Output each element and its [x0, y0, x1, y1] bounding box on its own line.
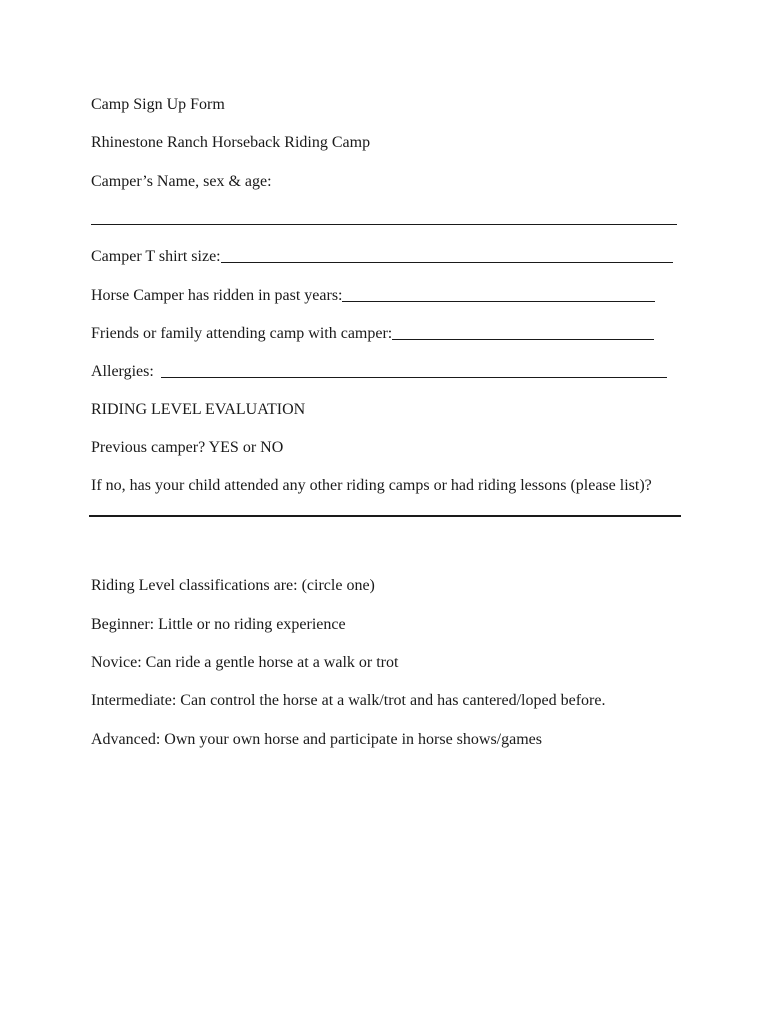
- horse-row: [91, 286, 655, 305]
- campers-name-blank[interactable]: [91, 224, 677, 225]
- levels-intro: Riding Level classifications are: (circle one): [91, 577, 375, 594]
- horse-blank[interactable]: [342, 287, 655, 302]
- allergies-row: [91, 362, 667, 381]
- friends-blank[interactable]: [392, 325, 654, 340]
- tshirt-size-label: Camper T shirt size:: [91, 248, 221, 265]
- tshirt-size-blank[interactable]: [221, 248, 673, 263]
- friends-row: [91, 324, 654, 343]
- campers-name-label: Camper’s Name, sex & age:: [91, 173, 272, 190]
- tshirt-size-row: [91, 247, 673, 266]
- level-intermediate[interactable]: Intermediate: Can control the horse at a walk/trot and has cantered/loped before.: [91, 692, 606, 709]
- allergies-blank[interactable]: [161, 363, 667, 378]
- level-beginner[interactable]: Beginner: Little or no riding experience: [91, 616, 346, 633]
- form-title: Camp Sign Up Form: [91, 96, 225, 113]
- other-camps-question: If no, has your child attended any other riding camps or had riding lessons (please list)?: [91, 477, 652, 494]
- level-advanced[interactable]: Advanced: Own your own horse and participate in horse shows/games: [91, 731, 542, 748]
- other-camps-answer-line[interactable]: [89, 515, 681, 517]
- camp-name: Rhinestone Ranch Horseback Riding Camp: [91, 134, 371, 151]
- horse-label: Horse Camper has ridden in past years:: [91, 287, 343, 304]
- friends-label: Friends or family attending camp with camper:: [91, 325, 393, 342]
- evaluation-heading: RIDING LEVEL EVALUATION: [91, 401, 306, 418]
- allergies-label: Allergies:: [91, 363, 154, 380]
- previous-camper-question: Previous camper? YES or NO: [91, 439, 284, 456]
- level-novice[interactable]: Novice: Can ride a gentle horse at a walk or trot: [91, 654, 399, 671]
